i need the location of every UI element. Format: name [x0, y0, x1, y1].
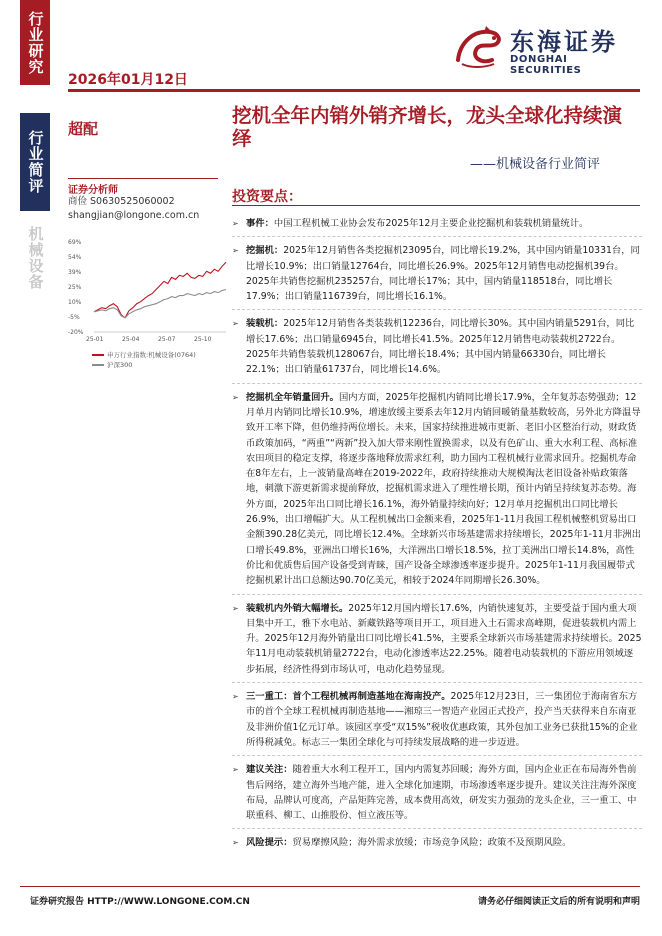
- logo-text-en: DONGHAI SECURITIES: [510, 54, 582, 76]
- performance-chart: [68, 236, 230, 376]
- key-points-divider: [232, 205, 640, 206]
- key-point-body: 中国工程机械工业协会发布2025年12月主要企业挖掘机和装载机销量统计。: [273, 218, 589, 229]
- key-point-heading: 事件：: [246, 218, 274, 229]
- side-tab-label: 机械设备: [26, 226, 45, 290]
- footer-right-text: 请务必仔细阅读正文后的所有说明和声明: [477, 897, 640, 907]
- y-tick-label: 39%: [68, 269, 82, 276]
- legend-swatch: [92, 354, 104, 356]
- bullet-arrow-icon: ➢: [232, 765, 239, 775]
- bullet-arrow-icon: ➢: [232, 838, 239, 848]
- legend-item-csi300: [92, 360, 232, 369]
- x-tick-label: 25-01: [86, 336, 104, 343]
- x-tick-label: 25-04: [122, 336, 140, 343]
- side-tab-industry-research: [20, 0, 50, 85]
- company-logo: [450, 20, 640, 75]
- bullet-arrow-icon: ➢: [232, 692, 239, 702]
- key-point-heading: 装载机内外销大幅增长。: [246, 602, 349, 614]
- point-divider: [232, 236, 642, 237]
- bullet-arrow-icon: ➢: [232, 219, 239, 228]
- y-tick-label: 25%: [68, 284, 82, 291]
- bullet-arrow-icon: ➢: [232, 392, 239, 402]
- key-point-body: 2025年12月销售各类挖掘机23095台，同比增长19.2%，其中国内销量10331台，同比增长10.9%；出口销量12764台，同比增长26.9%。2025年12月销售电动挖掘机39台。2025年共销售挖掘机235257台，同比增长17%；其中，国内销量118518台，同比增长17.9%；出口销量116739台，同比增长16.1%。: [246, 245, 640, 303]
- key-point: [232, 835, 642, 850]
- analyst-info: [68, 195, 199, 223]
- key-point: [232, 762, 642, 823]
- bullet-arrow-icon: ➢: [232, 246, 239, 256]
- performance-chart-plot: [68, 236, 230, 348]
- y-tick-label: 69%: [68, 239, 82, 246]
- bullet-arrow-icon: ➢: [232, 603, 239, 613]
- analyst-email: shangjian@longone.com.cn: [68, 210, 200, 221]
- dragon-logo-icon: [450, 20, 506, 72]
- key-point-heading: 三一重工：首个工程机械再制造基地在海南投产。: [246, 691, 451, 703]
- y-tick-label: -20%: [68, 329, 84, 336]
- key-point: [232, 601, 642, 677]
- footer-divider: [20, 886, 640, 887]
- key-points-heading: 投资要点：: [232, 189, 302, 205]
- series-line-0: [94, 262, 226, 318]
- analyst-heading: 证券分析师: [68, 185, 118, 196]
- footer-left-text: 证券研究报告 HTTP://WWW.LONGONE.COM.CN: [30, 897, 250, 907]
- legend-label: 申万行业指数:机械设备(0764): [107, 351, 196, 359]
- key-point-heading: 风险提示：: [246, 837, 293, 849]
- analyst-divider: [68, 178, 218, 179]
- point-divider: [232, 828, 642, 829]
- y-tick-label: 10%: [68, 299, 82, 306]
- point-divider: [232, 682, 642, 683]
- key-point-heading: 建议关注：: [246, 764, 293, 776]
- logo-text-cn: 东海证券: [510, 28, 618, 56]
- key-point: [232, 316, 642, 377]
- key-point-heading: 挖掘机全年销量回升。: [246, 391, 339, 403]
- bullet-arrow-icon: ➢: [232, 319, 239, 329]
- key-point-heading: 挖掘机：: [246, 245, 284, 257]
- point-divider: [232, 309, 642, 310]
- side-tab-industry-brief: [20, 113, 50, 211]
- key-point-body: 贸易摩擦风险；海外需求放缓；市场竞争风险；政策不及预期风险。: [292, 837, 572, 849]
- key-point: [232, 689, 642, 750]
- side-tab-machinery: [20, 213, 50, 303]
- key-point-body: 2025年12月国内增长17.6%，内销快速复苏，主要受益于国内重大项目集中开工，雅下水电站、新藏铁路等项目开工，项目进入土石需求高峰期，促进装载机内需上升。2025年12月海外销量出口同比增长41.5%，主要系全球新兴市场基建需求持续增长。2025年11月电动装载机销量2722台，电动化渗透率达22.25%。随着电动装载机的下游应用领域逐步拓展，经济性得到市场认可，电动化趋势显现。: [246, 602, 642, 675]
- x-tick-label: 25-07: [158, 336, 176, 343]
- key-point: [232, 390, 642, 589]
- key-point-body: 国内方面，2025年挖掘机内销同比增长17.9%，全年复苏态势强劲；12月单月内销同比增长10.9%，增速放缓主要系去年12月内销回暖销量基数较高，另外北方降温导致开工率下降，但仍维持两位增长。未来，国家持续推进城市更新、老旧小区整治行动，财政货币政策加码，“两重”“两新”投入加大带来刚性置换需求，以及有色矿山、重大水利工程、高标准农田项目的稳定支撑，将逐步落地释放需求红利，助力国内工程机械行业需求回升。挖掘机寿命在8年左右，上一波销量高峰在2019-2022年，政府持续推动大规模淘汰老旧设备补贴政策落地，刺激下游更新需求提前释放，挖掘机需求进入了理性增长期，预计内销呈持续复苏态势。海外方面，2025年出口同比增长16.1%，海外销量持续向好；12月单月挖掘机出口同比增长26.9%，出口增幅扩大。从工程机械出口金额来看，2025年1-11月我国工程机械整机贸易出口金额390.28亿美元，同比增长12.4%。全球新兴市场基建需求持续增长，2025年1-11月非洲出口增长49.8%，亚洲出口增长16%，大洋洲出口增长18.5%，拉丁美洲出口增长14.8%，高性价比和优质售后国产设备受到青睐，国产设备全球渗透率逐步提升。2025年1-11月我国履带式挖掘机累计出口总额达90.70亿美元，相较于2024年同期增长26.30%。: [246, 391, 642, 587]
- legend-swatch: [92, 364, 104, 366]
- key-point-body: 随着重大水利工程开工，国内内需复苏回暖；海外方面，国内企业正在布局海外售前售后网络，建立海外当地产能，进入全球化加速期，市场渗透率逐步提升。建议关注注海外深度布局，品牌认可度高，产品矩阵完善，成本费用高效，研发实力强劲的龙头企业，三一重工、中联重科、柳工、山推股份、恒立液压等。: [246, 764, 637, 822]
- header-divider: [68, 89, 640, 92]
- analyst-name-cert: 商俭 S0630525060002: [68, 196, 175, 207]
- key-point-body: 2025年12月23日，三一集团位于海南省东方市的首个全球工程机械再制造基地——湘琼三一智造产业园正式投产，投产当天获得来自东南亚及非洲价值1亿元订单。该园区享受“双15%”税收优惠政策，其外包加工业务已获批15%的企业所得税减免。标志三一集团全球化与可持续发展战略的进一步迈进。: [246, 691, 638, 748]
- key-point-heading: 装载机：: [246, 318, 284, 330]
- key-point-body: 2025年12月销售各类装载机12236台，同比增长30%。其中国内销量5291台，同比增长17.6%；出口销量6945台，同比增长41.5%。2025年12月销售电动装载机2722台。2025年共销售装载机128067台，同比增长18.4%；其中国内销量66330台，同比增长22.1%；出口销量61737台，同比增长14.6%。: [246, 318, 635, 376]
- rating: 超配: [68, 120, 99, 138]
- key-point: [232, 243, 642, 304]
- key-point: [232, 216, 642, 231]
- y-tick-label: 54%: [68, 254, 82, 261]
- point-divider: [232, 594, 642, 595]
- y-tick-label: -5%: [68, 314, 80, 321]
- legend-label: 沪深300: [107, 361, 133, 369]
- side-tab-label: 行业研究: [26, 10, 45, 75]
- point-divider: [232, 383, 642, 384]
- side-tab-label: 行业简评: [26, 130, 45, 194]
- point-divider: [232, 755, 642, 756]
- report-date: 2026年01月12日: [68, 72, 188, 88]
- key-points-list: [232, 216, 642, 851]
- legend-item-sector: [92, 350, 232, 359]
- report-title: 挖机全年内销外销齐增长，龙头全球化持续演绎: [232, 104, 623, 150]
- report-subtitle: ——机械设备行业简评: [470, 157, 601, 172]
- x-tick-label: 25-10: [194, 336, 212, 343]
